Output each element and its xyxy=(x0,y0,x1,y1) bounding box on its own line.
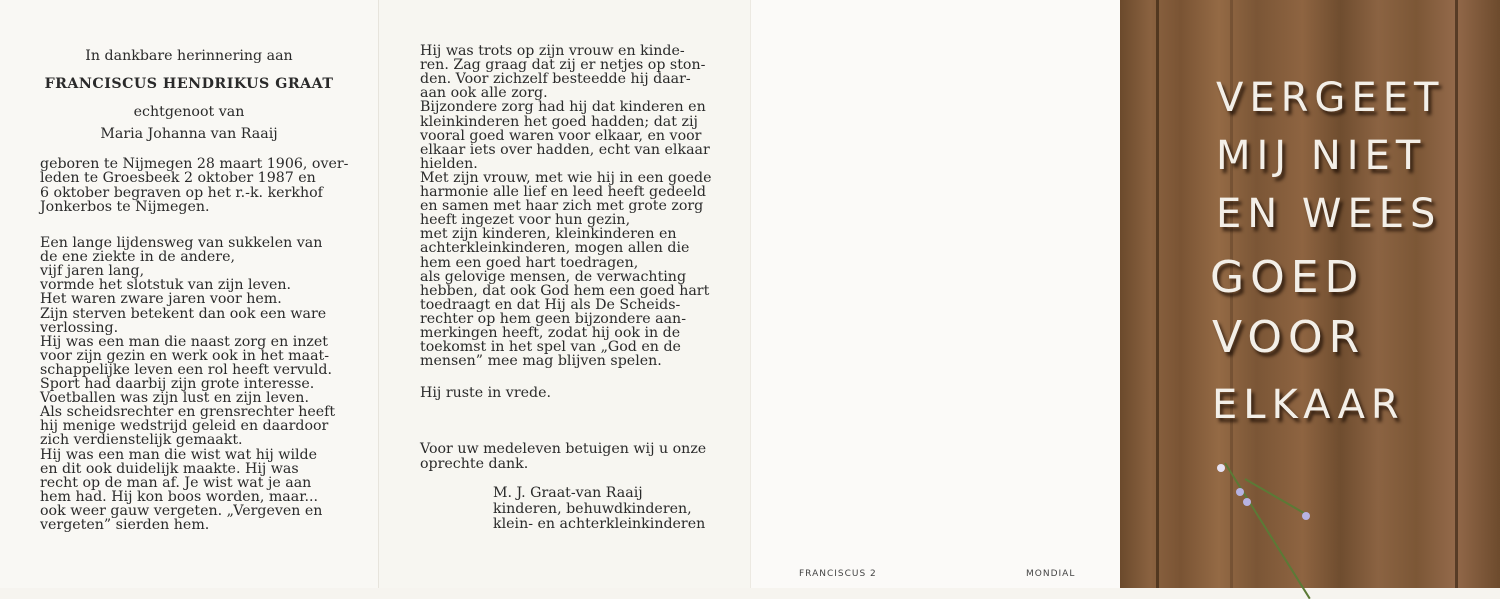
motto-word: MIJ NIET xyxy=(1216,133,1427,179)
body-line: als gelovige mensen, de verwachting xyxy=(420,268,687,285)
panel-blank xyxy=(750,0,1121,588)
body-line: mensen” mee mag blijven spelen. xyxy=(420,353,662,370)
body-line: Het waren zware jaren voor hem. xyxy=(40,291,282,308)
signature-line: klein- en achterkleinkinderen xyxy=(493,516,706,532)
spouse-intro: echtgenoot van xyxy=(133,104,245,120)
panel-wood-image xyxy=(1120,0,1500,588)
body-line: Hij was trots op zijn vrouw en kinde- xyxy=(420,43,685,59)
signature-line: kinderen, behuwdkinderen, xyxy=(493,501,692,517)
body-line: hielden. xyxy=(420,155,478,172)
body-line: vooral goed waren voor elkaar, en voor xyxy=(420,127,702,144)
body-line: den. Voor zichzelf besteedde hij daar- xyxy=(420,71,691,88)
body-line: Bijzondere zorg had hij dat kinderen en xyxy=(420,99,706,116)
bio-line: geboren te Nijmegen 28 maart 1906, over- xyxy=(40,156,349,172)
body-line: Hij was een man die wist wat hij wilde xyxy=(40,446,318,463)
body-line: recht op de man af. Je wist wat je aan xyxy=(40,474,312,491)
footer-card-code: FRANCISCUS 2 xyxy=(799,569,877,579)
motto-word: ELKAAR xyxy=(1212,382,1405,428)
body-line: en samen met haar zich met grote zorg xyxy=(420,198,704,215)
body-line: hij menige wedstrijd geleid en daardoor xyxy=(40,418,329,435)
panel-left xyxy=(0,0,378,588)
body-line: merkingen heeft, zodat hij ook in de xyxy=(420,325,681,341)
bio-line: Jonkerbos te Nijmegen. xyxy=(40,199,210,215)
footer-publisher: MONDIAL xyxy=(1026,569,1076,579)
body-line: vijf jaren lang, xyxy=(40,263,145,280)
body-line: met zijn kinderen, kleinkinderen en xyxy=(420,226,677,243)
body-line: Een lange lijdensweg van sukkelen van xyxy=(40,235,323,251)
body-line: en dit ook duidelijk maakte. Hij was xyxy=(40,460,299,477)
thanks-line: oprechte dank. xyxy=(420,456,529,472)
motto-word: VERGEET xyxy=(1216,75,1445,121)
body-line: voor zijn gezin en werk ook in het maat- xyxy=(40,347,330,364)
motto-word: EN WEES xyxy=(1216,191,1442,237)
body-line: aan ook alle zorg. xyxy=(420,85,548,102)
body-line: Met zijn vrouw, met wie hij in een goede xyxy=(420,169,712,186)
body-line: zich verdienstelijk gemaakt. xyxy=(40,432,243,449)
heading: In dankbare herinnering aan xyxy=(85,48,293,64)
motto-word: VOOR xyxy=(1212,312,1366,363)
body-line: de ene ziekte in de andere, xyxy=(40,249,235,266)
wood-plank-seam xyxy=(1455,0,1458,588)
body-line: heeft ingezet voor hun gezin, xyxy=(420,212,631,229)
body-line: toedraagt en dat Hij als De Scheids- xyxy=(420,296,681,313)
body-line: elkaar iets over hadden, echt van elkaar xyxy=(420,141,710,158)
body-line: hem had. Hij kon boos worden, maar... xyxy=(40,488,318,505)
body-line: hem een goed hart toedragen, xyxy=(420,254,639,271)
body-line: achterkleinkinderen, mogen allen die xyxy=(420,240,690,257)
body-line: Hij was een man die naast zorg en inzet xyxy=(40,333,328,350)
body-line: toekomst in het spel van „God en de xyxy=(420,339,681,356)
body-line: harmonie alle lief en leed heeft gedeeld xyxy=(420,184,706,200)
body-line: Voetballen was zijn lust en zijn leven. xyxy=(40,390,309,407)
rest-in-peace: Hij ruste in vrede. xyxy=(420,385,551,401)
deceased-name: FRANCISCUS HENDRIKUS GRAAT xyxy=(44,76,334,92)
body-line: vormde het slotstuk van zijn leven. xyxy=(40,277,291,294)
body-line: hebben, dat ook God hem een goed hart xyxy=(420,282,710,299)
body-line: ren. Zag graag dat zij er netjes op ston- xyxy=(420,57,706,74)
signature-line: M. J. Graat-van Raaij xyxy=(493,485,643,501)
body-line: Als scheidsrechter en grensrechter heeft xyxy=(40,404,336,421)
body-line: schappelijke leven een rol heeft vervuld. xyxy=(40,361,333,378)
body-line: vergeten” sierden hem. xyxy=(40,517,210,533)
body-line: Zijn sterven betekent dan ook een ware xyxy=(40,305,327,322)
thanks-line: Voor uw medeleven betuigen wij u onze xyxy=(420,441,707,457)
bio-line: 6 oktober begraven op het r.-k. kerkhof xyxy=(40,185,323,201)
motto-word: GOED xyxy=(1210,252,1365,303)
panel-middle xyxy=(378,0,751,588)
body-line: rechter op hem geen bijzondere aan- xyxy=(420,310,686,327)
body-line: verlossing. xyxy=(40,319,119,336)
body-line: Sport had daarbij zijn grote interesse. xyxy=(40,376,315,392)
wood-plank-seam xyxy=(1156,0,1159,588)
body-line: ook weer gauw vergeten. „Vergeven en xyxy=(40,502,323,519)
spouse-name: Maria Johanna van Raaij xyxy=(100,126,278,142)
bio-line: leden te Groesbeek 2 oktober 1987 en xyxy=(40,170,316,186)
body-line: kleinkinderen het goed hadden; dat zij xyxy=(420,113,698,130)
